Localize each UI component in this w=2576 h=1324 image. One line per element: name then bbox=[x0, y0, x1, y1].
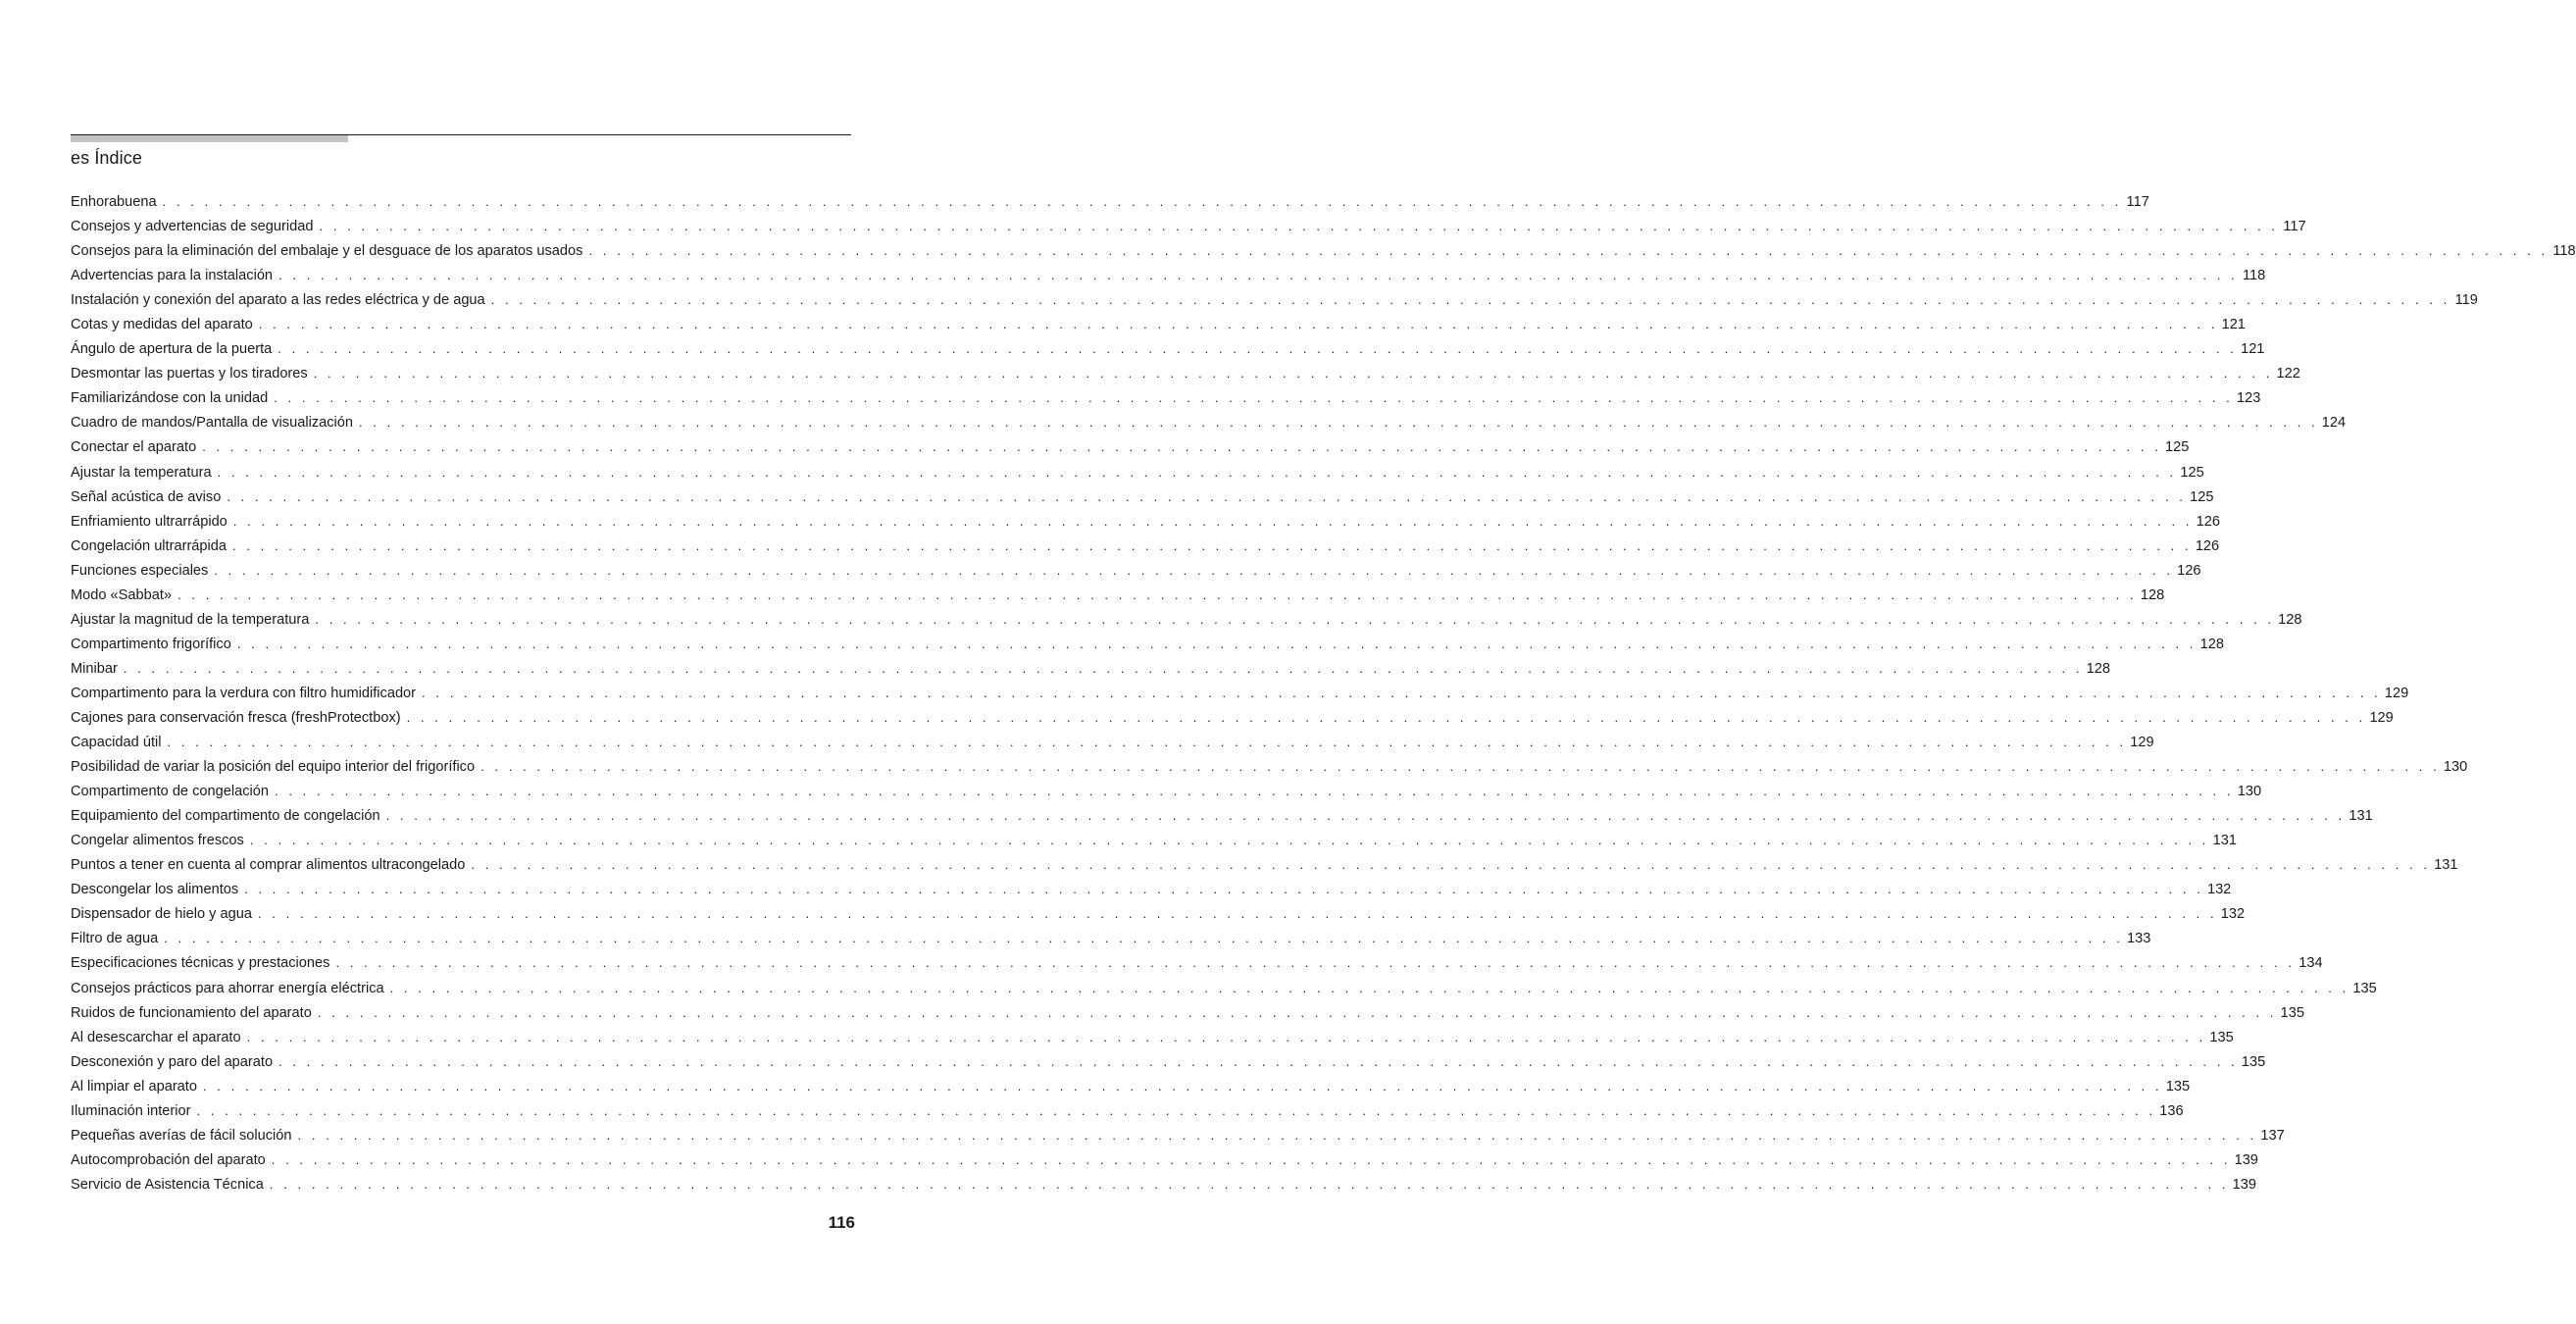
dot-leader: . . . . . . . . . . . . . . . . . . . . . . . . . . . . . . . . . . . . . . . . . . . . . . . . . . . . . . . . . . . . . . . . . . . . . . . . . . . . . . . . . . . . . . . . . . . . . . . . . . . . . . . . . . . . . . . . . . . . . . . . . . . . . . . . . . . . . . . . . . . . bbox=[490, 292, 2450, 308]
dot-leader: . . . . . . . . . . . . . . . . . . . . . . . . . . . . . . . . . . . . . . . . . . . . . . . . . . . . . . . . . . . . . . . . . . . . . . . . . . . . . . . . . . . . . . . . . . . . . . . . . . . . . . . . . . . . . . . . . . . . . . . . . . . . . . . . . . . . . . . . . . . . bbox=[359, 415, 2319, 431]
dot-leader: . . . . . . . . . . . . . . . . . . . . . . . . . . . . . . . . . . . . . . . . . . . . . . . . . . . . . . . . . . . . . . . . . . . . . . . . . . . . . . . . . . . . . . . . . . . . . . . . . . . . . . . . . . . . . . . . . . . . . . . . . . . . . . . . . . . . . . . . . . . . bbox=[317, 1004, 2277, 1020]
toc-entry[interactable] bbox=[71, 976, 2377, 1000]
toc-entry-title: Descongelar los alimentos bbox=[71, 882, 239, 898]
toc-entry-title: Dispensador de hielo y agua bbox=[71, 906, 252, 923]
toc-entry-title: Familiarizándose con la unidad bbox=[71, 390, 269, 407]
toc-entry-page: 130 bbox=[2443, 759, 2468, 776]
toc-entry-title: Ángulo de apertura de la puerta bbox=[71, 341, 273, 358]
dot-leader: . . . . . . . . . . . . . . . . . . . . . . . . . . . . . . . . . . . . . . . . . . . . . . . . . . . . . . . . . . . . . . . . . . . . . . . . . . . . . . . . . . . . . . . . . . . . . . . . . . . . . . . . . . . . . . . . . . . . . . . . . . . . . . . . . . . . . . . . . . . . bbox=[278, 268, 2239, 283]
toc-entry-title: Ajustar la temperatura bbox=[71, 464, 212, 481]
toc-entry-page: 133 bbox=[2127, 931, 2151, 947]
dot-leader: . . . . . . . . . . . . . . . . . . . . . . . . . . . . . . . . . . . . . . . . . . . . . . . . . . . . . . . . . . . . . . . . . . . . . . . . . . . . . . . . . . . . . . . . . . . . . . . . . . . . . . . . . . . . . . . . . . . . . . . . . . . . . . . . . . . . . . . . . . . . bbox=[214, 562, 2174, 578]
dot-leader: . . . . . . . . . . . . . . . . . . . . . . . . . . . . . . . . . . . . . . . . . . . . . . . . . . . . . . . . . . . . . . . . . . . . . . . . . . . . . . . . . . . . . . . . . . . . . . . . . . . . . . . . . . . . . . . . . . . . . . . . . . . . . . . . . . . . . . . . . . . . bbox=[177, 586, 2138, 602]
dot-leader: . . . . . . . . . . . . . . . . . . . . . . . . . . . . . . . . . . . . . . . . . . . . . . . . . . . . . . . . . . . . . . . . . . . . . . . . . . . . . . . . . . . . . . . . . . . . . . . . . . . . . . . . . . . . . . . . . . . . . . . . . . . . . . . . . . . . . . . . . . . . bbox=[227, 488, 2187, 504]
toc-entry-title: Consejos para la eliminación del embalaje y el desguace de los aparatos usados bbox=[71, 243, 583, 260]
toc-entry[interactable] bbox=[71, 558, 2201, 583]
language-code: es bbox=[71, 148, 90, 168]
toc-entry-page: 122 bbox=[2276, 366, 2300, 382]
dot-leader: . . . . . . . . . . . . . . . . . . . . . . . . . . . . . . . . . . . . . . . . . . . . . . . . . . . . . . . . . . . . . . . . . . . . . . . . . . . . . . . . . . . . . . . . . . . . . . . . . . . . . . . . . . . . . . . . . . . . . . . . . . . . . . . . . . . . . . . . . . . . bbox=[297, 1127, 2257, 1143]
toc-entry[interactable] bbox=[71, 509, 2220, 534]
dot-leader: . . . . . . . . . . . . . . . . . . . . . . . . . . . . . . . . . . . . . . . . . . . . . . . . . . . . . . . . . . . . . . . . . . . . . . . . . . . . . . . . . . . . . . . . . . . . . . . . . . . . . . . . . . . . . . . . . . . . . . . . . . . . . . . . . . . . . . . . . . . . bbox=[471, 857, 2431, 873]
toc-entry[interactable] bbox=[71, 632, 2224, 656]
toc-entry[interactable] bbox=[71, 361, 2300, 385]
dot-leader: . . . . . . . . . . . . . . . . . . . . . . . . . . . . . . . . . . . . . . . . . . . . . . . . . . . . . . . . . . . . . . . . . . . . . . . . . . . . . . . . . . . . . . . . . . . . . . . . . . . . . . . . . . . . . . . . . . . . . . . . . . . . . . . . . . . . . . . . . . . . bbox=[269, 1176, 2230, 1192]
toc-entry[interactable] bbox=[71, 583, 2165, 607]
toc-entry-page: 117 bbox=[2283, 219, 2306, 235]
toc-entry-page: 135 bbox=[2241, 1053, 2266, 1070]
toc-entry[interactable] bbox=[71, 828, 2237, 852]
dot-leader: . . . . . . . . . . . . . . . . . . . . . . . . . . . . . . . . . . . . . . . . . . . . . . . . . . . . . . . . . . . . . . . . . . . . . . . . . . . . . . . . . . . . . . . . . . . . . . . . . . . . . . . . . . . . . . . . . . . . . . . . . . . . . . . . . . . . . . . . . . . . bbox=[315, 611, 2275, 627]
toc-entry-page: 139 bbox=[2232, 1176, 2257, 1193]
toc-entry[interactable] bbox=[71, 1147, 2258, 1172]
toc-entry-title: Señal acústica de aviso bbox=[71, 488, 222, 505]
toc-entry[interactable] bbox=[71, 460, 2204, 484]
page-title bbox=[71, 148, 142, 169]
toc-entry-title: Modo «Sabbat» bbox=[71, 586, 173, 603]
dot-leader: . . . . . . . . . . . . . . . . . . . . . . . . . . . . . . . . . . . . . . . . . . . . . . . . . . . . . . . . . . . . . . . . . . . . . . . . . . . . . . . . . . . . . . . . . . . . . . . . . . . . . . . . . . . . . . . . . . . . . . . . . . . . . . . . . . . . . . . . . . . . bbox=[244, 882, 2204, 897]
index-title: Índice bbox=[94, 148, 142, 168]
toc-entry-page: 125 bbox=[2180, 464, 2204, 481]
toc-entry-title: Autocomprobación del aparato bbox=[71, 1151, 266, 1168]
toc-entry-page: 121 bbox=[2221, 317, 2246, 333]
page-number: 116 bbox=[828, 1213, 855, 1232]
toc-entry[interactable] bbox=[71, 1074, 2191, 1098]
toc-entry-page: 131 bbox=[2349, 808, 2373, 825]
dot-leader: . . . . . . . . . . . . . . . . . . . . . . . . . . . . . . . . . . . . . . . . . . . . . . . . . . . . . . . . . . . . . . . . . . . . . . . . . . . . . . . . . . . . . . . . . . . . . . . . . . . . . . . . . . . . . . . . . . . . . . . . . . . . . . . . . . . . . . . . . . . . bbox=[335, 955, 2296, 971]
dot-leader: . . . . . . . . . . . . . . . . . . . . . . . . . . . . . . . . . . . . . . . . . . . . . . . . . . . . . . . . . . . . . . . . . . . . . . . . . . . . . . . . . . . . . . . . . . . . . . . . . . . . . . . . . . . . . . . . . . . . . . . . . . . . . . . . . . . . . . . . . . . . bbox=[123, 660, 2084, 676]
header-accent-bar bbox=[71, 135, 348, 142]
toc-entry[interactable] bbox=[71, 950, 2323, 975]
dot-leader: . . . . . . . . . . . . . . . . . . . . . . . . . . . . . . . . . . . . . . . . . . . . . . . . . . . . . . . . . . . . . . . . . . . . . . . . . . . . . . . . . . . . . . . . . . . . . . . . . . . . . . . . . . . . . . . . . . . . . . . . . . . . . . . . . . . . . . . . . . . . bbox=[162, 194, 2122, 209]
toc-entry-page: 135 bbox=[2280, 1004, 2304, 1021]
dot-leader: . . . . . . . . . . . . . . . . . . . . . . . . . . . . . . . . . . . . . . . . . . . . . . . . . . . . . . . . . . . . . . . . . . . . . . . . . . . . . . . . . . . . . . . . . . . . . . . . . . . . . . . . . . . . . . . . . . . . . . . . . . . . . . . . . . . . . . . . . . . . bbox=[257, 906, 2218, 922]
toc-entry[interactable] bbox=[71, 1098, 2184, 1123]
toc-entry-title: Al desescarchar el aparato bbox=[71, 1029, 241, 1045]
toc-entry[interactable] bbox=[71, 852, 2458, 877]
dot-leader: . . . . . . . . . . . . . . . . . . . . . . . . . . . . . . . . . . . . . . . . . . . . . . . . . . . . . . . . . . . . . . . . . . . . . . . . . . . . . . . . . . . . . . . . . . . . . . . . . . . . . . . . . . . . . . . . . . . . . . . . . . . . . . . . . . . . . . . . . . . . bbox=[385, 808, 2346, 824]
toc-entry[interactable] bbox=[71, 385, 2261, 410]
dot-leader: . . . . . . . . . . . . . . . . . . . . . . . . . . . . . . . . . . . . . . . . . . . . . . . . . . . . . . . . . . . . . . . . . . . . . . . . . . . . . . . . . . . . . . . . . . . . . . . . . . . . . . . . . . . . . . . . . . . . . . . . . . . . . . . . . . . . . . . . . . . . bbox=[588, 243, 2549, 259]
toc-entry-page: 129 bbox=[2384, 685, 2409, 701]
toc-entry-title: Conectar el aparato bbox=[71, 439, 197, 456]
toc-entry-title: Equipamiento del compartimento de congelación bbox=[71, 808, 380, 825]
dot-leader: . . . . . . . . . . . . . . . . . . . . . . . . . . . . . . . . . . . . . . . . . . . . . . . . . . . . . . . . . . . . . . . . . . . . . . . . . . . . . . . . . . . . . . . . . . . . . . . . . . . . . . . . . . . . . . . . . . . . . . . . . . . . . . . . . . . . . . . . . . . . bbox=[274, 390, 2234, 406]
dot-leader: . . . . . . . . . . . . . . . . . . . . . . . . . . . . . . . . . . . . . . . . . . . . . . . . . . . . . . . . . . . . . . . . . . . . . . . . . . . . . . . . . . . . . . . . . . . . . . . . . . . . . . . . . . . . . . . . . . . . . . . . . . . . . . . . . . . . . . . . . . . . bbox=[246, 1029, 2206, 1044]
toc-entry-title: Consejos prácticos para ahorrar energía eléctrica bbox=[71, 980, 384, 996]
toc-entry-page: 117 bbox=[2126, 194, 2149, 210]
toc-entry-title: Ajustar la magnitud de la temperatura bbox=[71, 611, 310, 628]
toc-entry-page: 135 bbox=[2209, 1029, 2234, 1045]
toc-entry-page: 129 bbox=[2369, 709, 2394, 726]
toc-entry[interactable] bbox=[71, 189, 2149, 214]
toc-entry-title: Advertencias para la instalación bbox=[71, 268, 274, 284]
dot-leader: . . . . . . . . . . . . . . . . . . . . . . . . . . . . . . . . . . . . . . . . . . . . . . . . . . . . . . . . . . . . . . . . . . . . . . . . . . . . . . . . . . . . . . . . . . . . . . . . . . . . . . . . . . . . . . . . . . . . . . . . . . . . . . . . . . . . . . . . . . . . bbox=[167, 735, 2127, 750]
toc-entry[interactable] bbox=[71, 484, 2214, 509]
toc-entry-title: Compartimento de congelación bbox=[71, 784, 269, 800]
toc-entry-page: 128 bbox=[2086, 660, 2111, 677]
toc-entry-page: 135 bbox=[2352, 980, 2377, 996]
dot-leader: . . . . . . . . . . . . . . . . . . . . . . . . . . . . . . . . . . . . . . . . . . . . . . . . . . . . . . . . . . . . . . . . . . . . . . . . . . . . . . . . . . . . . . . . . . . . . . . . . . . . . . . . . . . . . . . . . . . . . . . . . . . . . . . . . . . . . . . . . . . . bbox=[202, 1078, 2163, 1094]
toc-entry-page: 125 bbox=[2164, 439, 2190, 456]
toc-entry-title: Congelar alimentos frescos bbox=[71, 833, 244, 849]
dot-leader: . . . . . . . . . . . . . . . . . . . . . . . . . . . . . . . . . . . . . . . . . . . . . . . . . . . . . . . . . . . . . . . . . . . . . . . . . . . . . . . . . . . . . . . . . . . . . . . . . . . . . . . . . . . . . . . . . . . . . . . . . . . . . . . . . . . . . . . . . . . . bbox=[258, 317, 2218, 332]
table-of-contents bbox=[71, 189, 2576, 1197]
toc-entry-page: 121 bbox=[2241, 341, 2265, 358]
dot-leader: . . . . . . . . . . . . . . . . . . . . . . . . . . . . . . . . . . . . . . . . . . . . . . . . . . . . . . . . . . . . . . . . . . . . . . . . . . . . . . . . . . . . . . . . . . . . . . . . . . . . . . . . . . . . . . . . . . . . . . . . . . . . . . . . . . . . . . . . . . . . bbox=[278, 1053, 2239, 1069]
toc-entry[interactable] bbox=[71, 214, 2306, 238]
toc-entry[interactable] bbox=[71, 534, 2220, 558]
dot-leader: . . . . . . . . . . . . . . . . . . . . . . . . . . . . . . . . . . . . . . . . . . . . . . . . . . . . . . . . . . . . . . . . . . . . . . . . . . . . . . . . . . . . . . . . . . . . . . . . . . . . . . . . . . . . . . . . . . . . . . . . . . . . . . . . . . . . . . . . . . . . bbox=[232, 513, 2193, 529]
toc-entry-title: Enfriamiento ultrarrápido bbox=[71, 513, 227, 530]
toc-entry-page: 128 bbox=[2278, 611, 2302, 628]
toc-entry[interactable] bbox=[71, 926, 2151, 950]
toc-entry[interactable] bbox=[71, 705, 2394, 730]
toc-entry[interactable] bbox=[71, 287, 2478, 312]
toc-entry-title: Al limpiar el aparato bbox=[71, 1078, 197, 1095]
toc-entry-page: 126 bbox=[2177, 562, 2201, 579]
dot-leader: . . . . . . . . . . . . . . . . . . . . . . . . . . . . . . . . . . . . . . . . . . . . . . . . . . . . . . . . . . . . . . . . . . . . . . . . . . . . . . . . . . . . . . . . . . . . . . . . . . . . . . . . . . . . . . . . . . . . . . . . . . . . . . . . . . . . . . . . . . . . bbox=[164, 931, 2124, 946]
toc-entry[interactable] bbox=[71, 434, 2190, 459]
toc-entry[interactable] bbox=[71, 656, 2111, 681]
toc-entry-title: Ruidos de funcionamiento del aparato bbox=[71, 1004, 312, 1021]
toc-entry-page: 131 bbox=[2434, 857, 2458, 874]
toc-entry-page: 132 bbox=[2220, 906, 2246, 923]
dot-leader: . . . . . . . . . . . . . . . . . . . . . . . . . . . . . . . . . . . . . . . . . . . . . . . . . . . . . . . . . . . . . . . . . . . . . . . . . . . . . . . . . . . . . . . . . . . . . . . . . . . . . . . . . . . . . . . . . . . . . . . . . . . . . . . . . . . . . . . . . . . . bbox=[278, 341, 2238, 357]
toc-entry-title: Puntos a tener en cuenta al comprar alimentos ultracongelado bbox=[71, 857, 466, 874]
toc-entry-title: Especificaciones técnicas y prestaciones bbox=[71, 955, 330, 972]
toc-entry-title: Desmontar las puertas y los tiradores bbox=[71, 366, 308, 382]
dot-leader: . . . . . . . . . . . . . . . . . . . . . . . . . . . . . . . . . . . . . . . . . . . . . . . . . . . . . . . . . . . . . . . . . . . . . . . . . . . . . . . . . . . . . . . . . . . . . . . . . . . . . . . . . . . . . . . . . . . . . . . . . . . . . . . . . . . . . . . . . . . . bbox=[406, 709, 2366, 725]
toc-entry[interactable] bbox=[71, 336, 2265, 361]
toc-entry-title: Minibar bbox=[71, 660, 118, 677]
toc-entry-page: 134 bbox=[2298, 955, 2323, 972]
dot-leader: . . . . . . . . . . . . . . . . . . . . . . . . . . . . . . . . . . . . . . . . . . . . . . . . . . . . . . . . . . . . . . . . . . . . . . . . . . . . . . . . . . . . . . . . . . . . . . . . . . . . . . . . . . . . . . . . . . . . . . . . . . . . . . . . . . . . . . . . . . . . bbox=[275, 784, 2235, 799]
dot-leader: . . . . . . . . . . . . . . . . . . . . . . . . . . . . . . . . . . . . . . . . . . . . . . . . . . . . . . . . . . . . . . . . . . . . . . . . . . . . . . . . . . . . . . . . . . . . . . . . . . . . . . . . . . . . . . . . . . . . . . . . . . . . . . . . . . . . . . . . . . . . bbox=[319, 219, 2279, 234]
toc-entry-title: Instalación y conexión del aparato a las redes eléctrica y de agua bbox=[71, 292, 485, 309]
toc-entry-title: Servicio de Asistencia Técnica bbox=[71, 1176, 264, 1193]
dot-leader: . . . . . . . . . . . . . . . . . . . . . . . . . . . . . . . . . . . . . . . . . . . . . . . . . . . . . . . . . . . . . . . . . . . . . . . . . . . . . . . . . . . . . . . . . . . . . . . . . . . . . . . . . . . . . . . . . . . . . . . . . . . . . . . . . . . . . . . . . . . . bbox=[196, 1102, 2156, 1118]
toc-entry[interactable] bbox=[71, 607, 2302, 632]
dot-leader: . . . . . . . . . . . . . . . . . . . . . . . . . . . . . . . . . . . . . . . . . . . . . . . . . . . . . . . . . . . . . . . . . . . . . . . . . . . . . . . . . . . . . . . . . . . . . . . . . . . . . . . . . . . . . . . . . . . . . . . . . . . . . . . . . . . . . . . . . . . . bbox=[313, 366, 2273, 382]
dot-leader: . . . . . . . . . . . . . . . . . . . . . . . . . . . . . . . . . . . . . . . . . . . . . . . . . . . . . . . . . . . . . . . . . . . . . . . . . . . . . . . . . . . . . . . . . . . . . . . . . . . . . . . . . . . . . . . . . . . . . . . . . . . . . . . . . . . . . . . . . . . . bbox=[389, 980, 2349, 995]
dot-leader: . . . . . . . . . . . . . . . . . . . . . . . . . . . . . . . . . . . . . . . . . . . . . . . . . . . . . . . . . . . . . . . . . . . . . . . . . . . . . . . . . . . . . . . . . . . . . . . . . . . . . . . . . . . . . . . . . . . . . . . . . . . . . . . . . . . . . . . . . . . . bbox=[249, 833, 2209, 848]
toc-entry-title: Desconexión y paro del aparato bbox=[71, 1053, 274, 1070]
toc-entry-page: 128 bbox=[2199, 636, 2224, 652]
toc-entry-page: 123 bbox=[2236, 390, 2261, 407]
toc-entry[interactable] bbox=[71, 312, 2246, 336]
dot-leader: . . . . . . . . . . . . . . . . . . . . . . . . . . . . . . . . . . . . . . . . . . . . . . . . . . . . . . . . . . . . . . . . . . . . . . . . . . . . . . . . . . . . . . . . . . . . . . . . . . . . . . . . . . . . . . . . . . . . . . . . . . . . . . . . . . . . . . . . . . . . bbox=[232, 537, 2193, 553]
dot-leader: . . . . . . . . . . . . . . . . . . . . . . . . . . . . . . . . . . . . . . . . . . . . . . . . . . . . . . . . . . . . . . . . . . . . . . . . . . . . . . . . . . . . . . . . . . . . . . . . . . . . . . . . . . . . . . . . . . . . . . . . . . . . . . . . . . . . . . . . . . . . bbox=[217, 464, 2177, 480]
toc-entry-page: 126 bbox=[2195, 537, 2220, 554]
toc-entry[interactable] bbox=[71, 1049, 2266, 1074]
toc-entry-title: Enhorabuena bbox=[71, 194, 157, 210]
toc-entry-page: 125 bbox=[2190, 488, 2214, 505]
toc-entry-title: Filtro de agua bbox=[71, 931, 159, 947]
toc-entry[interactable] bbox=[71, 779, 2262, 803]
dot-leader: . . . . . . . . . . . . . . . . . . . . . . . . . . . . . . . . . . . . . . . . . . . . . . . . . . . . . . . . . . . . . . . . . . . . . . . . . . . . . . . . . . . . . . . . . . . . . . . . . . . . . . . . . . . . . . . . . . . . . . . . . . . . . . . . . . . . . . . . . . . . bbox=[422, 685, 2382, 700]
toc-entry[interactable] bbox=[71, 263, 2266, 287]
toc-entry-page: 132 bbox=[2206, 882, 2232, 898]
toc-entry-title: Funciones especiales bbox=[71, 562, 209, 579]
toc-entry-page: 137 bbox=[2260, 1127, 2285, 1144]
toc-entry-page: 118 bbox=[2242, 268, 2266, 284]
toc-entry[interactable] bbox=[71, 901, 2246, 926]
toc-entry-title: Cuadro de mandos/Pantalla de visualización bbox=[71, 415, 353, 432]
dot-leader: . . . . . . . . . . . . . . . . . . . . . . . . . . . . . . . . . . . . . . . . . . . . . . . . . . . . . . . . . . . . . . . . . . . . . . . . . . . . . . . . . . . . . . . . . . . . . . . . . . . . . . . . . . . . . . . . . . . . . . . . . . . . . . . . . . . . . . . . . . . . bbox=[480, 759, 2441, 775]
toc-entry[interactable] bbox=[71, 1123, 2285, 1147]
toc-entry-page: 126 bbox=[2196, 513, 2220, 530]
toc-entry-title: Capacidad útil bbox=[71, 735, 162, 751]
toc-entry[interactable] bbox=[71, 1172, 2257, 1197]
toc-entry-title: Consejos y advertencias de seguridad bbox=[71, 219, 314, 235]
toc-entry-title: Iluminación interior bbox=[71, 1102, 191, 1119]
toc-entry[interactable] bbox=[71, 410, 2347, 434]
toc-entry[interactable] bbox=[71, 681, 2409, 705]
toc-entry-title: Compartimento frigorífico bbox=[71, 636, 231, 652]
toc-entry-page: 124 bbox=[2321, 415, 2347, 432]
toc-entry[interactable] bbox=[71, 1025, 2234, 1049]
toc-entry[interactable] bbox=[71, 238, 2576, 263]
toc-entry[interactable] bbox=[71, 877, 2232, 901]
toc-entry-page: 128 bbox=[2140, 586, 2165, 603]
toc-entry-page: 119 bbox=[2454, 292, 2478, 309]
toc-entry[interactable] bbox=[71, 730, 2154, 754]
toc-entry-page: 135 bbox=[2165, 1078, 2191, 1095]
toc-entry-page: 131 bbox=[2212, 833, 2237, 849]
toc-entry-page: 139 bbox=[2234, 1151, 2258, 1168]
toc-entry-page: 136 bbox=[2159, 1102, 2184, 1119]
toc-entry-title: Cajones para conservación fresca (freshProtectbox) bbox=[71, 709, 401, 726]
toc-entry[interactable] bbox=[71, 754, 2468, 779]
toc-entry[interactable] bbox=[71, 1000, 2304, 1025]
toc-entry-page: 118 bbox=[2552, 243, 2576, 260]
toc-entry-page: 129 bbox=[2130, 735, 2154, 751]
dot-leader: . . . . . . . . . . . . . . . . . . . . . . . . . . . . . . . . . . . . . . . . . . . . . . . . . . . . . . . . . . . . . . . . . . . . . . . . . . . . . . . . . . . . . . . . . . . . . . . . . . . . . . . . . . . . . . . . . . . . . . . . . . . . . . . . . . . . . . . . . . . . bbox=[236, 636, 2197, 651]
dot-leader: . . . . . . . . . . . . . . . . . . . . . . . . . . . . . . . . . . . . . . . . . . . . . . . . . . . . . . . . . . . . . . . . . . . . . . . . . . . . . . . . . . . . . . . . . . . . . . . . . . . . . . . . . . . . . . . . . . . . . . . . . . . . . . . . . . . . . . . . . . . . bbox=[271, 1151, 2231, 1167]
toc-entry-title: Posibilidad de variar la posición del equipo interior del frigorífico bbox=[71, 759, 476, 776]
toc-entry-page: 130 bbox=[2237, 784, 2262, 800]
toc-entry-title: Congelación ultrarrápida bbox=[71, 537, 227, 554]
toc-entry-title: Cotas y medidas del aparato bbox=[71, 317, 253, 333]
toc-entry-title: Pequeñas averías de fácil solución bbox=[71, 1127, 292, 1144]
toc-entry-title: Compartimento para la verdura con filtro humidificador bbox=[71, 685, 417, 701]
dot-leader: . . . . . . . . . . . . . . . . . . . . . . . . . . . . . . . . . . . . . . . . . . . . . . . . . . . . . . . . . . . . . . . . . . . . . . . . . . . . . . . . . . . . . . . . . . . . . . . . . . . . . . . . . . . . . . . . . . . . . . . . . . . . . . . . . . . . . . . . . . . . bbox=[202, 439, 2162, 455]
toc-entry[interactable] bbox=[71, 803, 2373, 828]
